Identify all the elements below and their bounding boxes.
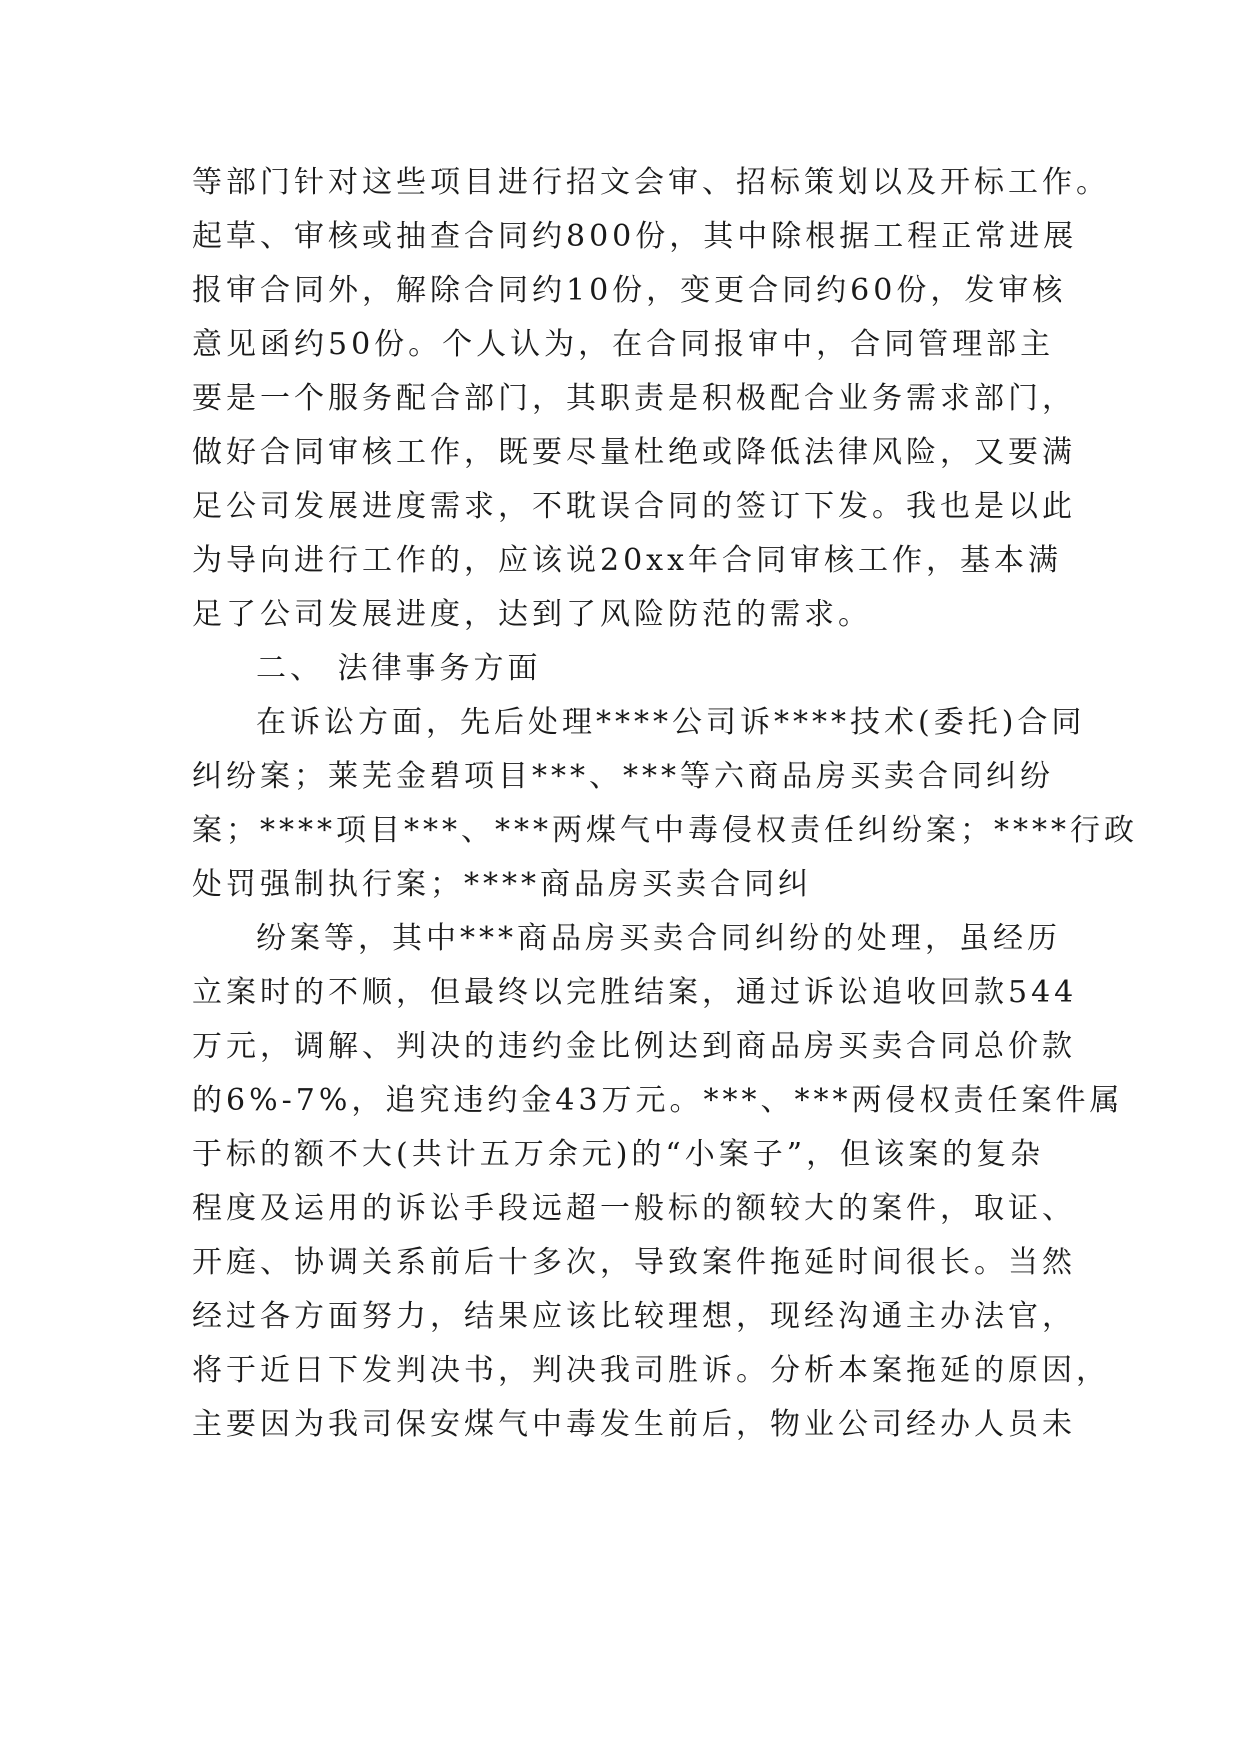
paragraph-line-18: 的6%-7%，追究违约金43万元。***、***两侵权责任案件属 — [192, 1083, 1124, 1118]
paragraph-line-4: 意见函约50份。个人认为，在合同报审中，合同管理部主 — [192, 327, 1055, 362]
section-heading: 二、 法律事务方面 — [256, 651, 542, 686]
paragraph-line-14: 处罚强制执行案；****商品房买卖合同纠 — [192, 867, 812, 902]
paragraph-line-22: 经过各方面努力，结果应该比较理想，现经沟通主办法官， — [192, 1299, 1076, 1334]
paragraph-line-1: 等部门针对这些项目进行招文会审、招标策划以及开标工作。 — [192, 165, 1110, 200]
paragraph-line-15: 纷案等，其中***商品房买卖合同纠纷的处理，虽经历 — [256, 921, 1061, 956]
paragraph-line-7: 足公司发展进度需求，不耽误合同的签订下发。我也是以此 — [192, 489, 1076, 524]
paragraph-line-6: 做好合同审核工作，既要尽量杜绝或降低法律风险，又要满 — [192, 435, 1076, 470]
paragraph-line-21: 开庭、协调关系前后十多次，导致案件拖延时间很长。当然 — [192, 1245, 1076, 1280]
paragraph-line-2: 起草、审核或抽查合同约800份，其中除根据工程正常进展 — [192, 219, 1078, 254]
paragraph-line-13: 案；****项目***、***两煤气中毒侵权责任纠纷案；****行政 — [192, 813, 1138, 848]
paragraph-line-19: 于标的额不大(共计五万余元)的“小案子”，但该案的复杂 — [192, 1137, 1045, 1172]
paragraph-line-24: 主要因为我司保安煤气中毒发生前后，物业公司经办人员未 — [192, 1407, 1076, 1442]
paragraph-line-17: 万元，调解、判决的违约金比例达到商品房买卖合同总价款 — [192, 1029, 1076, 1064]
paragraph-line-12: 纠纷案；莱芜金碧项目***、***等六商品房买卖合同纠纷 — [192, 759, 1054, 794]
paragraph-line-9: 足了公司发展进度，达到了风险防范的需求。 — [192, 597, 872, 632]
paragraph-line-20: 程度及运用的诉讼手段远超一般标的额较大的案件，取证、 — [192, 1191, 1076, 1226]
paragraph-line-11: 在诉讼方面，先后处理****公司诉****技术(委托)合同 — [256, 705, 1086, 740]
paragraph-line-5: 要是一个服务配合部门，其职责是积极配合业务需求部门， — [192, 381, 1076, 416]
paragraph-line-8: 为导向进行工作的，应该说20xx年合同审核工作，基本满 — [192, 543, 1063, 578]
paragraph-line-3: 报审合同外，解除合同约10份，变更合同约60份，发审核 — [192, 273, 1067, 308]
paragraph-line-16: 立案时的不顺，但最终以完胜结案，通过诉讼追收回款544 — [192, 975, 1078, 1010]
paragraph-line-23: 将于近日下发判决书，判决我司胜诉。分析本案拖延的原因， — [192, 1353, 1110, 1388]
